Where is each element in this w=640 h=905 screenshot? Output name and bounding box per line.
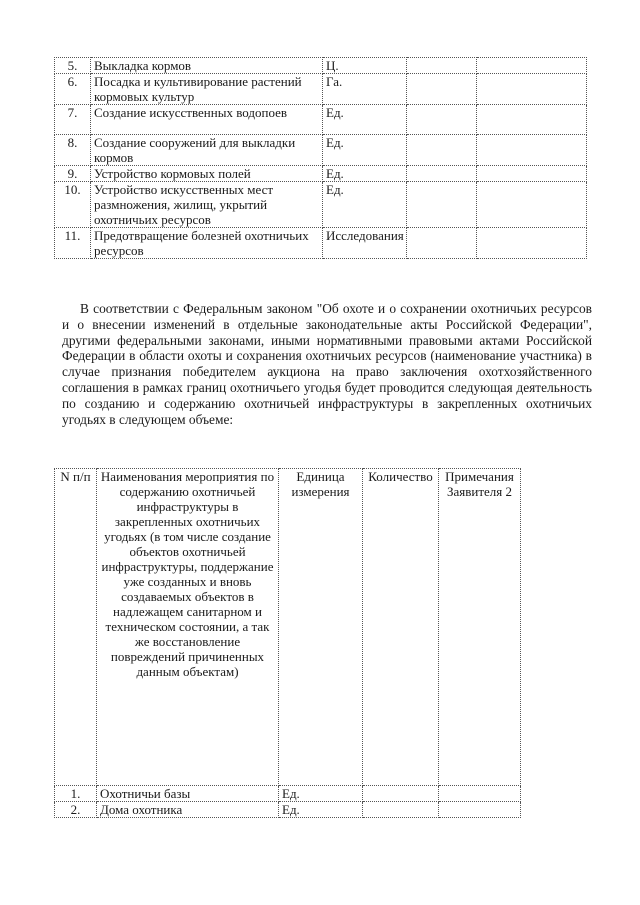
row-number: 5. [55, 58, 91, 74]
note-cell [477, 182, 587, 228]
measure-name: Выкладка кормов [91, 58, 323, 74]
measure-unit: Ед. [323, 135, 407, 166]
note-cell [439, 802, 521, 818]
table-row [55, 74, 587, 105]
table-row [55, 228, 587, 259]
row-number: 7. [55, 105, 91, 135]
table-row [55, 786, 521, 802]
header-applicant-note: Примечания Заявителя 2 [439, 469, 521, 786]
quantity-cell [407, 166, 477, 182]
measure-unit: Ц. [323, 58, 407, 74]
header-quantity: Количество [363, 469, 439, 786]
infrastructure-table [54, 468, 521, 818]
table-header-row [55, 469, 521, 786]
row-number: 2. [55, 802, 97, 818]
measure-unit: Га. [323, 74, 407, 105]
note-cell [477, 74, 587, 105]
note-cell [477, 135, 587, 166]
quantity-cell [407, 58, 477, 74]
quantity-cell [407, 135, 477, 166]
row-number: 8. [55, 135, 91, 166]
table-row [55, 105, 587, 135]
quantity-cell [363, 802, 439, 818]
row-number: 9. [55, 166, 91, 182]
measures-table-continued [54, 57, 587, 259]
quantity-cell [407, 182, 477, 228]
table-row [55, 58, 587, 74]
row-number: 1. [55, 786, 97, 802]
row-number: 10. [55, 182, 91, 228]
header-measure-name: Наименования мероприятия по содержанию охотничьей инфраструктуры в закрепленных охотничьих угодьях (в том числе создание объектов охотничьей инфраструктуры, поддержание уже созданных и вновь создаваемых объектов в надлежащем санитарном и техническом состоянии, а так же восстановление повреждений причиненных данным объектам) [97, 469, 279, 786]
table-row [55, 802, 521, 818]
measure-unit: Ед. [279, 786, 363, 802]
paragraph-text-part1: В соответствии с Федеральным законом "Об охоте и о сохранении охотничьих ресурсов и о внесении изменений в отдельные законодательные акты Российской Федерации", другими федеральными законами, иными нормативными правовыми актами Российской Федерации в области охоты и сохранения охотничьих ресурсов [62, 301, 592, 364]
quantity-cell [407, 228, 477, 259]
note-cell [439, 786, 521, 802]
quantity-cell [407, 74, 477, 105]
measure-unit: Ед. [323, 105, 407, 135]
measure-unit: Исследования [323, 228, 407, 259]
quantity-cell [407, 105, 477, 135]
measure-name: Устройство кормовых полей [91, 166, 323, 182]
measure-name: Посадка и культивирование растений кормовых культур [91, 74, 323, 105]
header-number: N п/п [55, 469, 97, 786]
measure-unit: Ед. [323, 182, 407, 228]
row-number: 6. [55, 74, 91, 105]
measure-name: Охотничьи базы [97, 786, 279, 802]
header-unit: Единица измерения [279, 469, 363, 786]
quantity-cell [363, 786, 439, 802]
table-row [55, 135, 587, 166]
note-cell [477, 166, 587, 182]
measure-name: Дома охотника [97, 802, 279, 818]
measure-name: Предотвращение болезней охотничьих ресурсов [91, 228, 323, 259]
paragraph-text-part2: (наименование участника) в случае признания победителем аукциона на право заключения охотхозяйственного соглашения в рамках границ охотничьего угодья будет проводится следующая деятельность по созданию и содержанию охотничьей инфраструктуры в закрепленных охотничьих угодьях в следующем объеме: [62, 348, 592, 427]
measure-name: Создание искусственных водопоев [91, 105, 323, 135]
table-row [55, 182, 587, 228]
measure-unit: Ед. [279, 802, 363, 818]
note-cell [477, 228, 587, 259]
measure-unit: Ед. [323, 166, 407, 182]
note-cell [477, 58, 587, 74]
row-number: 11. [55, 228, 91, 259]
table-row [55, 166, 587, 182]
measure-name: Устройство искусственных мест размножения, жилищ, укрытий охотничьих ресурсов [91, 182, 323, 228]
note-cell [477, 105, 587, 135]
body-paragraph [62, 301, 592, 427]
measure-name: Создание сооружений для выкладки кормов [91, 135, 323, 166]
